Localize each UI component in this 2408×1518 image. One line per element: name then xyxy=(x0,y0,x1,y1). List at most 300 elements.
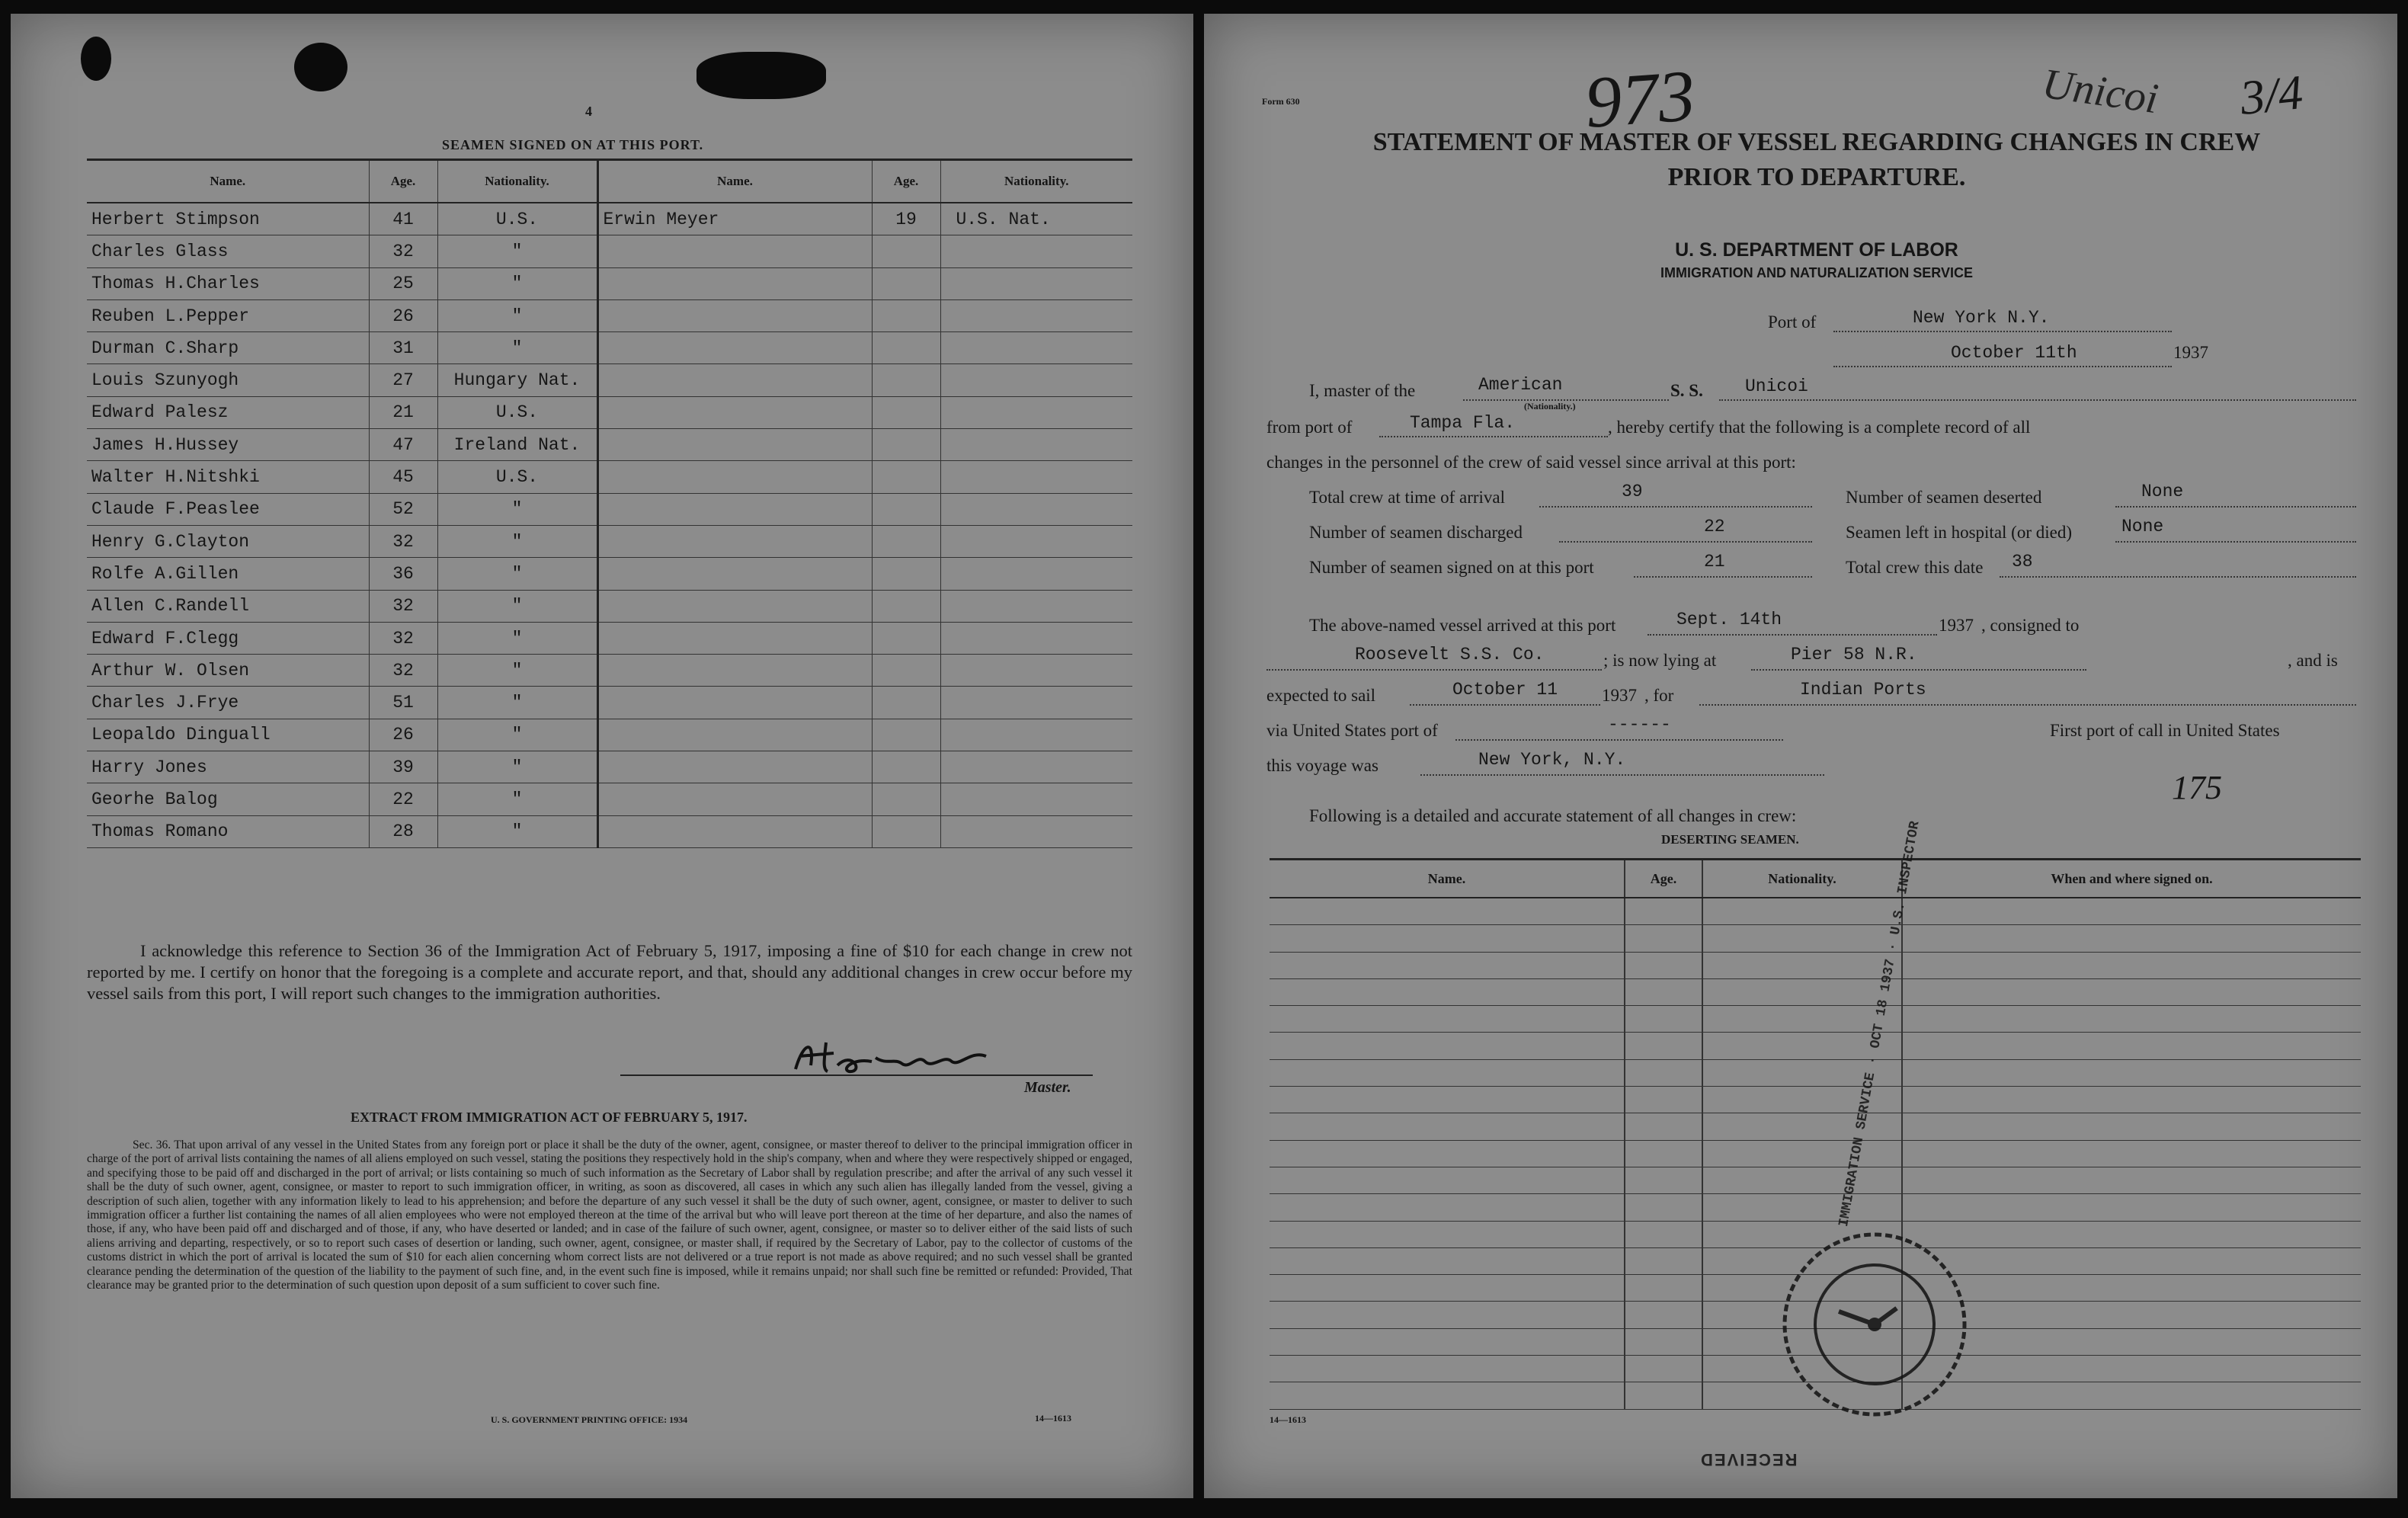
table-row xyxy=(87,719,1132,751)
crew-name xyxy=(597,719,872,751)
crew-age xyxy=(872,622,940,654)
crew-age xyxy=(872,461,940,493)
this-voyage-label: this voyage was xyxy=(1266,756,1379,775)
crew-age xyxy=(872,719,940,751)
field-line xyxy=(1539,506,1812,508)
field-line xyxy=(1455,739,1783,741)
punch-hole xyxy=(696,52,826,99)
crew-nationality: " xyxy=(437,332,597,364)
crew-nationality xyxy=(940,332,1132,364)
table-row xyxy=(1270,1087,2361,1113)
department-name: U. S. DEPARTMENT OF LABOR xyxy=(1675,239,1958,261)
total-crew-date-value: 38 xyxy=(2012,552,2033,572)
handwritten-vessel: Unicoi xyxy=(2039,59,2161,123)
empty-cell xyxy=(1270,1006,1625,1033)
crew-nationality xyxy=(940,558,1132,590)
crew-name: Harry Jones xyxy=(87,751,369,783)
column-header-when-where: When and where signed on. xyxy=(1902,860,2361,898)
table-row xyxy=(1270,1140,2361,1167)
empty-cell xyxy=(1270,1059,1625,1086)
empty-cell xyxy=(1902,1167,2361,1193)
crew-age: 26 xyxy=(369,299,437,331)
empty-cell xyxy=(1270,1356,1625,1382)
empty-cell xyxy=(1270,1087,1625,1113)
column-header-name: Name. xyxy=(1270,860,1625,898)
crew-age: 45 xyxy=(369,461,437,493)
seamen-deserted-label: Number of seamen deserted xyxy=(1846,488,2042,507)
empty-cell xyxy=(1625,925,1702,952)
arrived-value: Sept. 14th xyxy=(1676,610,1782,629)
crew-name xyxy=(597,558,872,590)
empty-cell xyxy=(1902,925,2361,952)
crew-age: 21 xyxy=(369,396,437,428)
table-row xyxy=(87,590,1132,622)
empty-cell xyxy=(1625,1194,1702,1221)
crew-nationality: U.S. xyxy=(437,461,597,493)
crew-name: Georhe Balog xyxy=(87,783,369,815)
master-signature xyxy=(780,1027,1009,1088)
from-port-line xyxy=(1379,436,1608,437)
lying-label: ; is now lying at xyxy=(1603,651,1717,670)
seamen-signed-label: Number of seamen signed on at this port xyxy=(1309,558,1594,577)
crew-name: Reuben L.Pepper xyxy=(87,299,369,331)
crew-name xyxy=(597,299,872,331)
total-crew-arrival-value: 39 xyxy=(1622,482,1643,501)
empty-cell xyxy=(1270,978,1625,1005)
crew-nationality: U.S. xyxy=(437,396,597,428)
crew-nationality xyxy=(940,751,1132,783)
field-line xyxy=(1266,669,1602,671)
table-row xyxy=(1270,925,2361,952)
column-header-nationality: Nationality. xyxy=(1702,860,1902,898)
field-line xyxy=(2115,541,2356,543)
empty-cell xyxy=(1702,1140,1902,1167)
crew-age xyxy=(872,815,940,847)
crew-name xyxy=(597,815,872,847)
crew-age xyxy=(872,235,940,267)
consignee-value: Roosevelt S.S. Co. xyxy=(1355,645,1545,665)
crew-nationality xyxy=(940,299,1132,331)
empty-cell xyxy=(1270,1275,1625,1302)
crew-name: Henry G.Clayton xyxy=(87,525,369,557)
empty-cell xyxy=(1270,1247,1625,1274)
via-label: via United States port of xyxy=(1266,721,1438,740)
section-heading: SEAMEN SIGNED ON AT THIS PORT. xyxy=(442,137,704,152)
empty-cell xyxy=(1902,1140,2361,1167)
date-year: 1937 xyxy=(2173,343,2208,362)
title-line-2: PRIOR TO DEPARTURE. xyxy=(1667,163,1966,191)
acknowledgement-text: I acknowledge this reference to Section 36 of the Immigration Act of February 5, 1917, imposing a fine of $10 for each change in crew not reported by me. I certify on honor that the foregoing is a complete and accurate report, and that, should any additional changes in crew occur before my vessel sails from this port, I will report such changes to the immigration authorities. xyxy=(87,941,1132,1003)
crew-age: 22 xyxy=(369,783,437,815)
empty-cell xyxy=(1902,1033,2361,1059)
field-line xyxy=(1634,576,1812,578)
and-is-label: , and is xyxy=(2288,651,2338,670)
empty-cell xyxy=(1270,1302,1625,1328)
form-code: 14—1613 xyxy=(1270,1414,1306,1425)
crew-nationality: " xyxy=(437,783,597,815)
crew-age xyxy=(872,525,940,557)
empty-cell xyxy=(1625,1006,1702,1033)
empty-cell xyxy=(1902,1059,2361,1086)
crew-nationality: " xyxy=(437,558,597,590)
crew-nationality: " xyxy=(437,751,597,783)
crew-name: Charles J.Frye xyxy=(87,687,369,719)
crew-age xyxy=(872,364,940,396)
crew-name: Arthur W. Olsen xyxy=(87,655,369,687)
empty-cell xyxy=(1270,1167,1625,1193)
left-page xyxy=(11,14,1193,1498)
following-text: Following is a detailed and accurate statement of all changes in crew: xyxy=(1309,806,1797,825)
table-header-row xyxy=(1270,860,2361,898)
crew-nationality: " xyxy=(437,719,597,751)
empty-cell xyxy=(1625,1059,1702,1086)
expected-year: 1937 xyxy=(1602,686,1637,705)
crew-nationality: Ireland Nat. xyxy=(437,429,597,461)
crew-age xyxy=(872,267,940,299)
crew-age: 39 xyxy=(369,751,437,783)
table-row xyxy=(87,751,1132,783)
crew-age xyxy=(872,493,940,525)
crew-age: 36 xyxy=(369,558,437,590)
crew-nationality: " xyxy=(437,590,597,622)
crew-name: Louis Szunyogh xyxy=(87,364,369,396)
crew-name xyxy=(597,525,872,557)
crew-name: Durman C.Sharp xyxy=(87,332,369,364)
empty-cell xyxy=(1625,952,1702,978)
table-row xyxy=(87,558,1132,590)
table-row xyxy=(87,525,1132,557)
table-row xyxy=(87,461,1132,493)
empty-cell xyxy=(1270,1382,1625,1409)
seamen-signed-on-table xyxy=(87,159,1132,848)
table-row xyxy=(1270,898,2361,925)
crew-nationality xyxy=(940,525,1132,557)
form-label: Form 630 xyxy=(1262,96,1300,107)
from-port-label: from port of xyxy=(1266,418,1353,437)
lying-value: Pier 58 N.R. xyxy=(1791,645,1917,665)
crew-nationality: Hungary Nat. xyxy=(437,364,597,396)
crew-nationality: " xyxy=(437,622,597,654)
expected-value: October 11 xyxy=(1452,680,1558,700)
total-crew-arrival-label: Total crew at time of arrival xyxy=(1309,488,1506,507)
crew-name xyxy=(597,396,872,428)
via-value: ------ xyxy=(1608,715,1671,735)
crew-name xyxy=(597,364,872,396)
crew-age: 32 xyxy=(369,525,437,557)
crew-name xyxy=(597,493,872,525)
crew-age: 32 xyxy=(369,235,437,267)
seamen-hospital-label: Seamen left in hospital (or died) xyxy=(1846,523,2073,542)
crew-name xyxy=(597,590,872,622)
crew-name: Allen C.Randell xyxy=(87,590,369,622)
vessel-line xyxy=(1719,399,2356,401)
empty-cell xyxy=(1270,1194,1625,1221)
crew-nationality: " xyxy=(437,493,597,525)
signature-line xyxy=(620,1074,1093,1076)
empty-cell xyxy=(1625,1113,1702,1140)
table-row xyxy=(87,364,1132,396)
crew-nationality: U.S. Nat. xyxy=(940,203,1132,235)
crew-name: Thomas H.Charles xyxy=(87,267,369,299)
punch-hole xyxy=(294,43,347,91)
crew-name: James H.Hussey xyxy=(87,429,369,461)
immigration-stamp xyxy=(1737,1218,2012,1431)
nationality-value: American xyxy=(1478,375,1563,395)
crew-name: Edward Palesz xyxy=(87,396,369,428)
empty-cell xyxy=(1625,898,1702,925)
page-number: 4 xyxy=(585,104,592,119)
port-value: New York N.Y. xyxy=(1913,308,2050,328)
column-header-age: Age. xyxy=(872,160,940,203)
form-code: 14—1613 xyxy=(1035,1413,1071,1424)
column-header-age: Age. xyxy=(1625,860,1702,898)
table-row xyxy=(87,299,1132,331)
seamen-discharged-label: Number of seamen discharged xyxy=(1309,523,1523,542)
empty-cell xyxy=(1625,1167,1702,1193)
empty-cell xyxy=(1702,1167,1902,1193)
crew-nationality xyxy=(940,622,1132,654)
from-port-value: Tampa Fla. xyxy=(1410,413,1516,433)
crew-nationality xyxy=(940,493,1132,525)
crew-age xyxy=(872,783,940,815)
empty-cell xyxy=(1625,1221,1702,1247)
handwritten-number: 973 xyxy=(1582,54,1698,143)
crew-name xyxy=(597,332,872,364)
crew-name: Erwin Meyer xyxy=(597,203,872,235)
table-row xyxy=(87,429,1132,461)
destination-value: Indian Ports xyxy=(1800,680,1926,700)
crew-name: Charles Glass xyxy=(87,235,369,267)
seamen-discharged-value: 22 xyxy=(1704,517,1725,536)
table-row xyxy=(87,493,1132,525)
table-row xyxy=(87,332,1132,364)
crew-name: Walter H.Nitshki xyxy=(87,461,369,493)
table-row xyxy=(87,655,1132,687)
field-line xyxy=(2000,576,2356,578)
empty-cell xyxy=(1625,1033,1702,1059)
crew-name xyxy=(597,622,872,654)
table-row xyxy=(1270,1167,2361,1193)
crew-name xyxy=(597,655,872,687)
crew-age: 51 xyxy=(369,687,437,719)
column-header-name: Name. xyxy=(597,160,872,203)
empty-cell xyxy=(1902,1006,2361,1033)
empty-cell xyxy=(1702,1113,1902,1140)
received-stamp: RECEIVED xyxy=(1699,1450,1798,1469)
consigned-label: , consigned to xyxy=(1981,616,2080,635)
crew-name xyxy=(597,687,872,719)
seamen-signed-value: 21 xyxy=(1704,552,1725,572)
crew-nationality xyxy=(940,655,1132,687)
vessel-value: Unicoi xyxy=(1745,376,1808,396)
crew-age xyxy=(872,655,940,687)
table-row xyxy=(1270,1033,2361,1059)
empty-cell xyxy=(1702,978,1902,1005)
crew-name: Rolfe A.Gillen xyxy=(87,558,369,590)
crew-nationality: " xyxy=(437,267,597,299)
date-line xyxy=(1833,366,2172,367)
table-row xyxy=(1270,978,2361,1005)
crew-nationality: " xyxy=(437,299,597,331)
table-row xyxy=(87,783,1132,815)
crew-age xyxy=(872,299,940,331)
empty-cell xyxy=(1625,1140,1702,1167)
field-line xyxy=(1647,634,1937,636)
crew-age: 32 xyxy=(369,622,437,654)
table-row xyxy=(87,235,1132,267)
field-line xyxy=(1699,704,2356,706)
handwritten-mark: 3/4 xyxy=(2237,64,2306,126)
crew-age: 32 xyxy=(369,590,437,622)
crew-nationality xyxy=(940,235,1132,267)
empty-cell xyxy=(1625,1302,1702,1328)
crew-age: 25 xyxy=(369,267,437,299)
table-header-row xyxy=(87,160,1132,203)
empty-cell xyxy=(1270,1140,1625,1167)
empty-cell xyxy=(1702,898,1902,925)
empty-cell xyxy=(1625,1275,1702,1302)
empty-cell xyxy=(1902,898,2361,925)
crew-nationality: " xyxy=(437,687,597,719)
stamp-text: IMMIGRATION SERVICE · OCT 18 1937 · U.S. INSPECTOR xyxy=(1836,820,1923,1228)
empty-cell xyxy=(1702,952,1902,978)
table-row xyxy=(1270,1113,2361,1140)
certify-text: , hereby certify that the following is a complete record of all xyxy=(1608,418,2031,437)
crew-age: 32 xyxy=(369,655,437,687)
field-line xyxy=(2115,506,2356,508)
crew-age xyxy=(872,332,940,364)
crew-name: Edward F.Clegg xyxy=(87,622,369,654)
empty-cell xyxy=(1902,978,2361,1005)
extract-heading: EXTRACT FROM IMMIGRATION ACT OF FEBRUARY 5, 1917. xyxy=(351,1110,748,1125)
crew-nationality xyxy=(940,815,1132,847)
empty-cell xyxy=(1270,1113,1625,1140)
empty-cell xyxy=(1625,1382,1702,1409)
table-row xyxy=(87,622,1132,654)
field-line xyxy=(1420,774,1824,776)
arrived-year: 1937 xyxy=(1939,616,1974,635)
table-row xyxy=(87,687,1132,719)
extract-text: Sec. 36. That upon arrival of any vessel in the United States from any foreign port or place it shall be the duty of the owner, agent, consignee, or master thereof to deliver to the principal immigration officer in charge of the port of arrival lists containing the names of all aliens employed on such vessel, stating the positions they respectively hold in the ship's company, when and where they were respectively shipped or engaged, and specifying those to be paid off and discharged in the port of arrival; or lists containing so much of such information as the Secretary of Labor shall by regulation prescribe; and after the arrival of any such vessel it shall be the duty of such owner, agent, consignee, or master to report to such immigration officer, in writing, as soon as discovered, all cases in which any such alien has illegally landed from the vessel, giving a description of such alien, together with any information likely to lead to his apprehension; and before the departure of any such vessel it shall be the duty of such owner, agent, consignee, or master to deliver to such immigration officer a further list containing the names of all alien employees who were not employed thereon at the time of the arrival but who will leave port thereon at the time of her departure, and also the names of those, if any, who have been paid off and discharged and of those, if any, who have deserted or landed; and in case of the failure of such owner, agent, consignee, or master so to deliver either of the said lists of such aliens arriving and departing, respectively, or so to report such cases of desertion or landing, such owner, agent, consignee, or master shall, if required by the Secretary of Labor, pay to the collector of customs of the customs district in which the port of arrival is located the sum of $10 for each alien concerning whom correct lists are not delivered or a true report is not made as above required; and no such vessel shall be granted clearance pending the determination of the question of the liability to the payment of such fine, and, in the event such fine is imposed, while it remains unpaid; nor shall such fine be remitted or refunded: Provided, That clearance may be granted prior to the determination of such question upon deposit of a sum sufficient to cover such fine. xyxy=(87,1138,1132,1292)
empty-cell xyxy=(1270,925,1625,952)
table-row xyxy=(1270,1194,2361,1221)
empty-cell xyxy=(1902,952,2361,978)
crew-nationality: " xyxy=(437,525,597,557)
table-row xyxy=(1270,1059,2361,1086)
empty-cell xyxy=(1270,1221,1625,1247)
field-line xyxy=(1559,541,1812,543)
empty-cell xyxy=(1270,1033,1625,1059)
crew-age: 52 xyxy=(369,493,437,525)
crew-name xyxy=(597,461,872,493)
empty-cell xyxy=(1902,1194,2361,1221)
expected-label: expected to sail xyxy=(1266,686,1376,705)
crew-name: Claude F.Peaslee xyxy=(87,493,369,525)
changes-text: changes in the personnel of the crew of said vessel since arrival at this port: xyxy=(1266,453,1796,472)
seamen-deserted-value: None xyxy=(2141,482,2184,501)
crew-nationality: " xyxy=(437,815,597,847)
empty-cell xyxy=(1702,1194,1902,1221)
crew-nationality xyxy=(940,590,1132,622)
crew-age: 19 xyxy=(872,203,940,235)
empty-cell xyxy=(1625,978,1702,1005)
deserting-heading: DESERTING SEAMEN. xyxy=(1661,832,1799,847)
crew-name: Leopaldo Dinguall xyxy=(87,719,369,751)
crew-nationality: U.S. xyxy=(437,203,597,235)
ss-label: S. S. xyxy=(1670,381,1703,400)
crew-age: 31 xyxy=(369,332,437,364)
empty-cell xyxy=(1625,1087,1702,1113)
table-row xyxy=(87,815,1132,847)
port-label: Port of xyxy=(1768,312,1817,331)
crew-name xyxy=(597,783,872,815)
field-line xyxy=(1751,669,2086,671)
empty-cell xyxy=(1902,1087,2361,1113)
crew-name: Herbert Stimpson xyxy=(87,203,369,235)
for-label: , for xyxy=(1644,686,1674,705)
table-row xyxy=(87,396,1132,428)
master-of-label: I, master of the xyxy=(1309,381,1416,400)
punch-hole xyxy=(81,37,111,81)
field-line xyxy=(1410,704,1600,706)
empty-cell xyxy=(1625,1247,1702,1274)
crew-age: 26 xyxy=(369,719,437,751)
crew-age: 28 xyxy=(369,815,437,847)
empty-cell xyxy=(1902,1113,2361,1140)
crew-name: Thomas Romano xyxy=(87,815,369,847)
first-port-value: New York, N.Y. xyxy=(1478,750,1626,770)
empty-cell xyxy=(1270,952,1625,978)
crew-age xyxy=(872,396,940,428)
crew-name xyxy=(597,267,872,299)
empty-cell xyxy=(1270,1328,1625,1355)
crew-nationality: " xyxy=(437,655,597,687)
crew-nationality xyxy=(940,719,1132,751)
first-port-label: First port of call in United States xyxy=(2050,721,2280,740)
seamen-hospital-value: None xyxy=(2121,517,2164,536)
right-page xyxy=(1204,14,2397,1498)
port-line xyxy=(1833,331,2172,332)
arrived-label: The above-named vessel arrived at this port xyxy=(1309,616,1616,635)
empty-cell xyxy=(1270,898,1625,925)
crew-nationality xyxy=(940,267,1132,299)
crew-age xyxy=(872,590,940,622)
crew-nationality xyxy=(940,364,1132,396)
master-label: Master. xyxy=(1024,1079,1071,1096)
nationality-caption: (Nationality.) xyxy=(1524,401,1576,412)
empty-cell xyxy=(1702,925,1902,952)
column-header-age: Age. xyxy=(369,160,437,203)
total-crew-date-label: Total crew this date xyxy=(1846,558,1984,577)
crew-name xyxy=(597,429,872,461)
crew-nationality xyxy=(940,461,1132,493)
table-row xyxy=(1270,952,2361,978)
column-header-nationality: Nationality. xyxy=(437,160,597,203)
printing-office: U. S. GOVERNMENT PRINTING OFFICE: 1934 xyxy=(491,1414,688,1425)
crew-age: 41 xyxy=(369,203,437,235)
handwritten-175: 175 xyxy=(2172,769,2222,806)
crew-age xyxy=(872,558,940,590)
crew-nationality xyxy=(940,429,1132,461)
table-row xyxy=(87,203,1132,235)
crew-nationality xyxy=(940,687,1132,719)
date-value: October 11th xyxy=(1951,343,2077,363)
table-row xyxy=(87,267,1132,299)
empty-cell xyxy=(1625,1328,1702,1355)
crew-age xyxy=(872,751,940,783)
crew-name xyxy=(597,235,872,267)
empty-cell xyxy=(1625,1356,1702,1382)
